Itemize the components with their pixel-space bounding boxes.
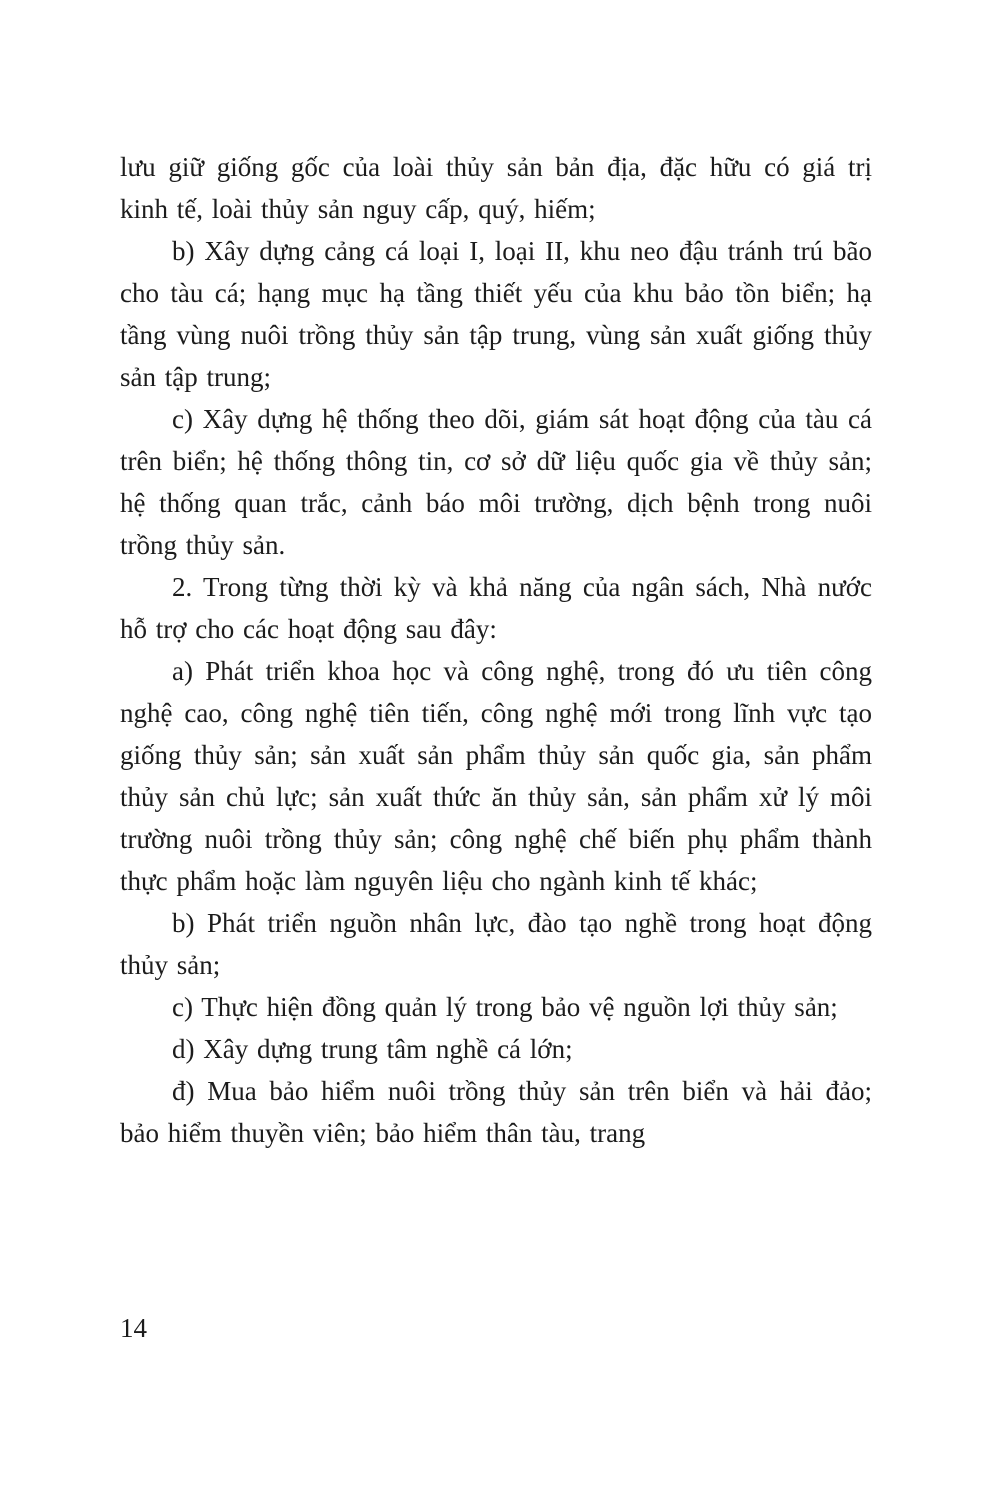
paragraph: c) Xây dựng hệ thống theo dõi, giám sát hoạt động của tàu cá trên biển; hệ thống thông tin, cơ sở dữ liệu quốc gia về thủy sản; hệ thống quan trắc, cảnh báo môi trường, dịch bệnh trong nuôi trồng thủy sản. — [120, 404, 872, 560]
paragraph: 2. Trong từng thời kỳ và khả năng của ngân sách, Nhà nước hỗ trợ cho các hoạt động sau đây: — [120, 572, 872, 644]
paragraph: b) Phát triển nguồn nhân lực, đào tạo nghề trong hoạt động thủy sản; — [120, 908, 872, 980]
paragraph: b) Xây dựng cảng cá loại I, loại II, khu neo đậu tránh trú bão cho tàu cá; hạng mục hạ tầng thiết yếu của khu bảo tồn biển; hạ tầng vùng nuôi trồng thủy sản tập trung, vùng sản xuất giống thủy sản tập trung; — [120, 236, 872, 392]
page-number: 14 — [120, 1313, 147, 1343]
text-block — [120, 146, 872, 1154]
paragraph: lưu giữ giống gốc của loài thủy sản bản địa, đặc hữu có giá trị kinh tế, loài thủy sản nguy cấp, quý, hiếm; — [120, 152, 872, 224]
paragraph: đ) Mua bảo hiểm nuôi trồng thủy sản trên biển và hải đảo; bảo hiểm thuyền viên; bảo hiểm thân tàu, trang — [120, 1076, 872, 1148]
paragraph: a) Phát triển khoa học và công nghệ, trong đó ưu tiên công nghệ cao, công nghệ tiên tiến, công nghệ mới trong lĩnh vực tạo giống thủy sản; sản xuất sản phẩm thủy sản quốc gia, sản phẩm thủy sản chủ lực; sản xuất thức ăn thủy sản, sản phẩm xử lý môi trường nuôi trồng thủy sản; công nghệ chế biến phụ phẩm thành thực phẩm hoặc làm nguyên liệu cho ngành kinh tế khác; — [120, 656, 872, 896]
paragraph: c) Thực hiện đồng quản lý trong bảo vệ nguồn lợi thủy sản; — [172, 992, 838, 1022]
paragraph: d) Xây dựng trung tâm nghề cá lớn; — [172, 1034, 573, 1064]
